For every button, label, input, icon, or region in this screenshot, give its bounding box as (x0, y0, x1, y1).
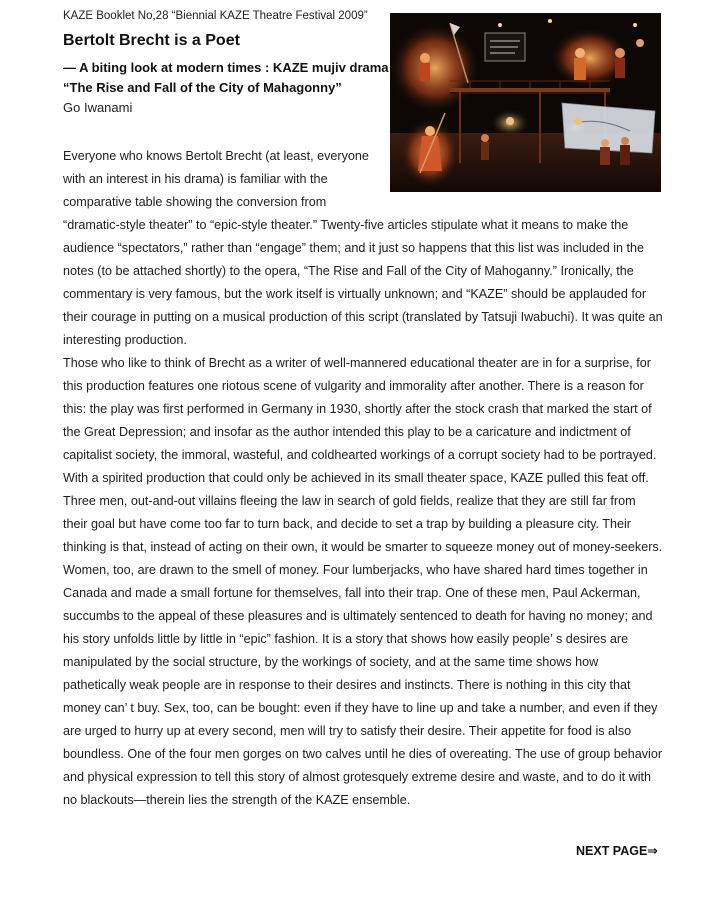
article-paragraph: Those who like to think of Brecht as a writer of well-mannered educational theater are in for a surprise, for this production features one riotous scene of vulgarity and immorality after another. There is a reason for this: the play was first performed in Germany in 1930, shortly after the stock crash that marked the start of the Great Depression; and insofar as the author intended this play to be a caricature and indictment of capitalist society, the immoral, wasteful, and coldhearted workings of a corrupt society had to be portrayed. With a spirited production that could only be achieved in its small theater space, KAZE pulled this feat off. (63, 356, 657, 485)
article-body (63, 145, 663, 812)
article-subtitle: ― A biting look at modern times : KAZE mujiv drama “The Rise and Fall of the City of Mahagonny” (63, 60, 389, 95)
article-paragraph: Three men, out-and-out villains fleeing the law in search of gold fields, realize that they are still far from their goal but have come too far to turn back, and decide to set a trap by building a pleasure city. Their thinking is that, instead of acting on their own, it would be smarter to squeeze money out of money-seekers. Women, too, are drawn to the smell of money. Four lumberjacks, who have shared hard times together in Canada and made a small fortune for themselves, fall into their trap. One of these men, Paul Ackerman, succumbs to the appeal of these pleasures and is ultimately sentenced to death for having no money; and his story unfolds little by little in “epic” fashion. It is a story that shows how easily people’ s desires are manipulated by the social structure, by the workings of society, and at the same time shows how pathetically weak people are in response to their desires and instincts. There is nothing in this city that money can’ t buy. Sex, too, can be bought: even if they have to line up and take a number, and even if they are urged to hurry up at every second, men will try to satisfy their desire. Their appetite for food is also boundless. One of the four men gorges on two calves until he dies of overeating. The use of group behavior and physical expression to tell this story of almost grotesquely extreme desire and waste, and to do it with no blackouts—therein lies the strength of the KAZE ensemble. (63, 494, 663, 807)
photo-float-spacer (385, 145, 663, 210)
article-author: Go Iwanami (63, 100, 133, 115)
next-page-link[interactable]: NEXT PAGE⇒ (576, 844, 658, 858)
booklet-label: KAZE Booklet No,28 “Biennial KAZE Theatre Festival 2009” (63, 10, 368, 22)
article-title: Bertolt Brecht is a Poet (63, 32, 240, 49)
article-paragraph: Everyone who knows Bertolt Brecht (at least, everyone with an interest in his drama) is familiar with the comparative table showing the conversion from “dramatic-style theater” to “epic-style theater.” Twenty-five articles stipulate what it means to make the audience “spectators,” rather than “engage” them; and it just so happens that this list was included in the notes (to be attached shortly) to the opera, “The Rise and Fall of the City of Mahoganny.” Ironically, the commentary is very famous, but the work itself is virtually unknown; and “KAZE” should be applauded for their courage in putting on a musical production of this script (translated by Tatsuji Iwabuchi). It was quite an interesting production. (63, 149, 663, 347)
